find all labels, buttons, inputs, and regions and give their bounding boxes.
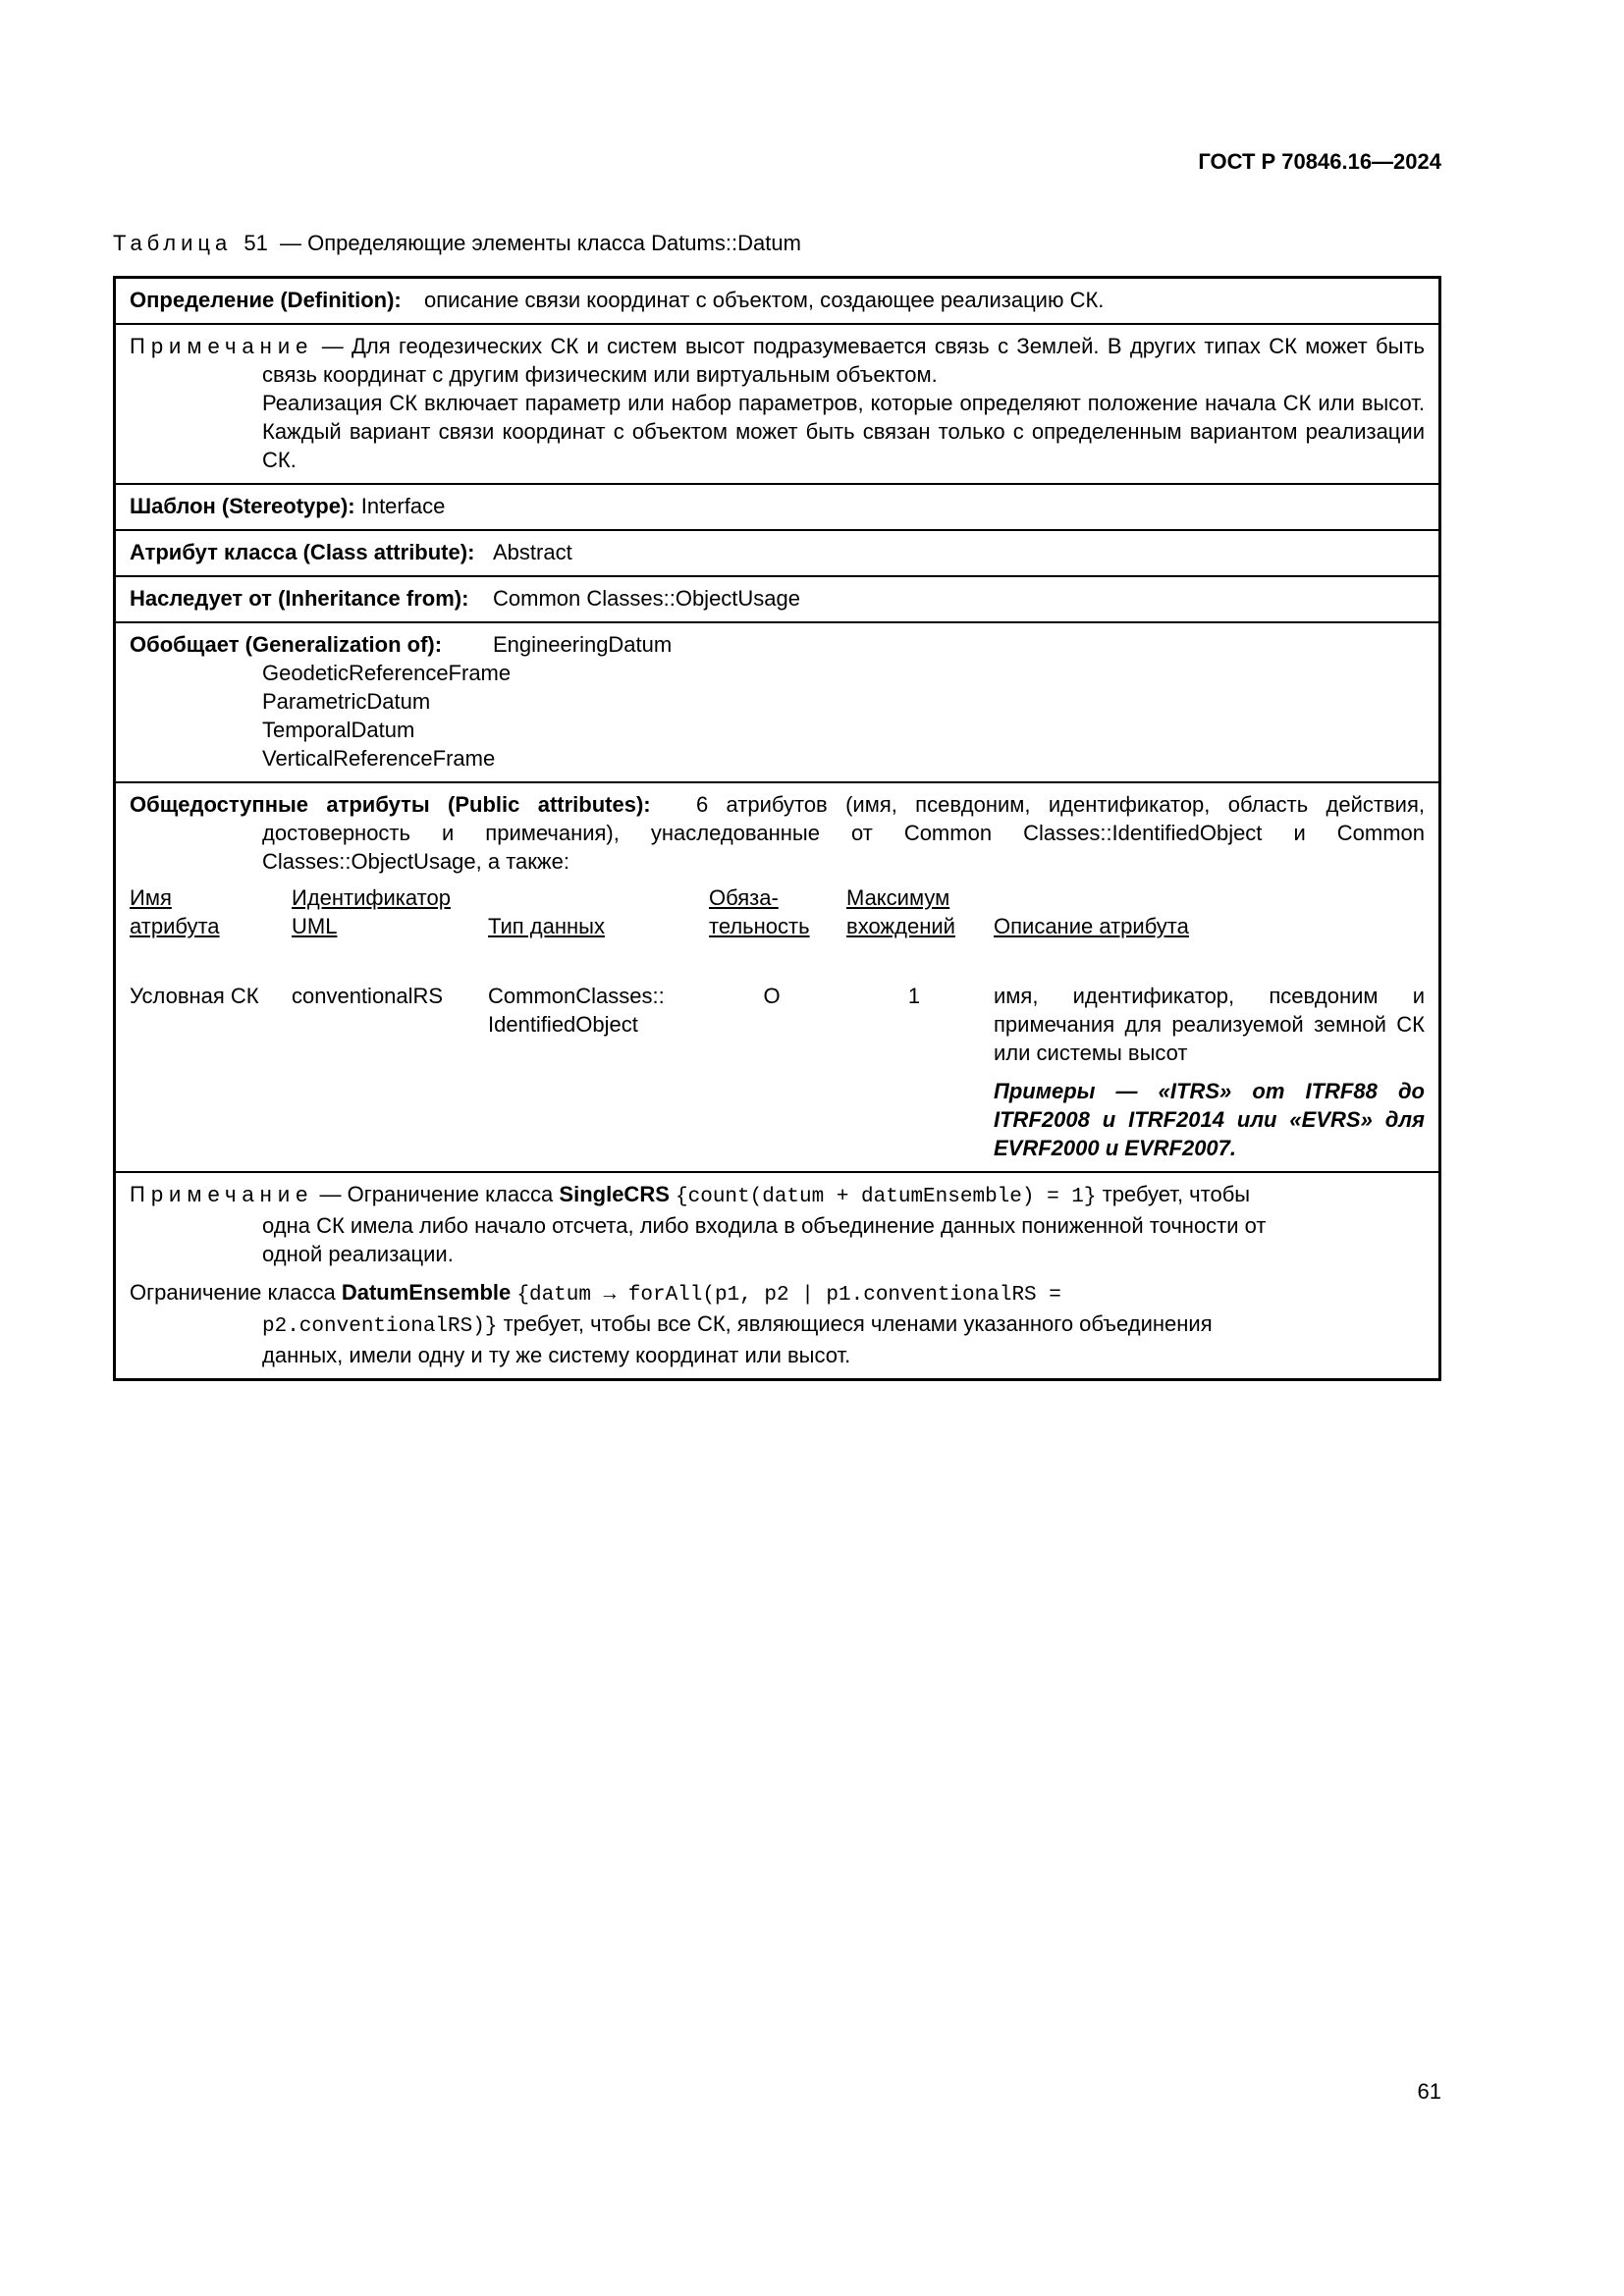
inheritance-label: Наследует от (Inheritance from): — [130, 586, 469, 611]
constraint-note-label: Примечание — [130, 1182, 314, 1206]
inheritance-kv — [130, 584, 1425, 613]
generalization-kv — [130, 630, 1425, 659]
col-header-mandatory: Обяза- тельность — [709, 885, 810, 938]
row-definition — [116, 279, 1438, 325]
col-header-uml-id: Идентификатор UML — [292, 885, 451, 938]
row-inheritance — [116, 577, 1438, 623]
constraint-note-2 — [130, 1278, 1288, 1369]
generalization-first-item: EngineeringDatum — [493, 632, 673, 657]
generalization-item: VerticalReferenceFrame — [262, 746, 496, 771]
stereotype-label: Шаблон (Stereotype): — [130, 494, 355, 518]
generalization-item: ParametricDatum — [262, 689, 431, 714]
constraint-1-text-post: требует, чтобы одна СК имела либо начало отсчета, либо входила в объединение данных пониженной точности от одной реализации. — [262, 1182, 1267, 1266]
row-class-attribute — [116, 531, 1438, 577]
constraint-2-text-pre: Ограничение класса — [130, 1280, 336, 1305]
table-caption-number: 51 — [244, 231, 268, 255]
constraint-1-ocl-code: {count(datum + datumEnsemble) = 1} — [676, 1186, 1097, 1208]
page-number: 61 — [1417, 2079, 1441, 2104]
row-public-attributes — [116, 783, 1438, 1173]
class-attribute-value: Abstract — [493, 540, 572, 564]
attributes-data-row — [130, 982, 1425, 1162]
generalization-item: GeodeticReferenceFrame — [262, 661, 512, 685]
class-attribute-label: Атрибут класса (Class attribute): — [130, 540, 475, 564]
constraint-1-text-pre: — Ограничение класса — [319, 1182, 554, 1206]
constraint-2-class-name: DatumEnsemble — [341, 1280, 512, 1305]
attr-description-text: имя, идентификатор, псевдоним и примечания для реализуемой земной СК или системы высот — [994, 984, 1425, 1065]
attr-name-cell: Условная СК — [130, 984, 259, 1008]
inheritance-value: Common Classes::ObjectUsage — [493, 586, 801, 611]
definition-table — [113, 276, 1441, 1381]
col-header-max-occurs: Максимум вхождений — [846, 885, 955, 938]
row-definition-note — [116, 325, 1438, 485]
col-header-description: Описание атрибута — [994, 914, 1189, 938]
col-header-attr-name: Имя атрибута — [130, 885, 220, 938]
table-caption — [113, 229, 807, 257]
definition-note-text-2: Реализация СК включает параметр или набор параметров, которые определяют положение начала СК или высот. Каждый вариант связи координат с объектом может быть связан только с определенным вариантом реализации СК. — [262, 391, 1425, 472]
attr-data-type-line: CommonClasses:: — [488, 984, 665, 1008]
definition-note-label: Примечание — [130, 334, 314, 358]
table-caption-label: Таблица — [113, 231, 233, 255]
public-attributes-intro-text: 6 атрибутов (имя, псевдоним, идентификатор, область действия, достоверность и примечания), унаследованные от Common Classes::IdentifiedObject и Common Classes::ObjectUsage, а также: — [262, 792, 1425, 874]
stereotype-value: Interface — [360, 494, 446, 518]
attr-uml-id-cell: conventionalRS — [292, 984, 444, 1008]
class-attribute-kv — [130, 538, 1425, 566]
definition-value: описание связи координат с объектом, создающее реализацию СК. — [424, 288, 1105, 312]
definition-kv — [130, 286, 1425, 314]
public-attributes-label: Общедоступные атрибуты (Public attributes): — [130, 792, 651, 817]
attr-data-type-line: IdentifiedObject — [488, 1012, 638, 1037]
public-attributes-intro — [130, 790, 1425, 876]
doc-header: ГОСТ Р 70846.16—2024 — [1198, 149, 1441, 174]
table-caption-title: — Определяющие элементы класса Datums::Datum — [280, 231, 801, 255]
constraint-1-class-name: SingleCRS — [559, 1182, 670, 1206]
constraint-note-1 — [130, 1180, 1288, 1268]
attributes-header-row — [130, 883, 1425, 940]
row-stereotype — [116, 485, 1438, 531]
attr-data-type-cell — [488, 982, 709, 1162]
definition-note-text-1: — Для геодезических СК и систем высот подразумевается связь с Землей. В других типах СК может быть связь координат с другим физическим или виртуальным объектом. — [262, 334, 1425, 387]
attr-description-cell — [994, 982, 1425, 1162]
attr-examples-text: Примеры — «ITRS» от ITRF88 до ITRF2008 и ITRF2014 или «EVRS» для EVRF2000 и EVRF2007. — [994, 1079, 1425, 1160]
generalization-item: TemporalDatum — [262, 718, 415, 742]
row-constraints-note — [116, 1173, 1438, 1378]
constraint-2-text-post: требует, чтобы все СК, являющиеся членами указанного объединения данных, имели одну и ту же систему координат или высот. — [262, 1311, 1213, 1367]
attr-max-occurs-cell: 1 — [907, 984, 921, 1008]
definition-label: Определение (Definition): — [130, 288, 402, 312]
generalization-label: Обобщает (Generalization of): — [130, 632, 443, 657]
attr-mandatory-cell: О — [763, 984, 781, 1008]
col-header-data-type: Тип данных — [488, 914, 605, 938]
constraint-2-ocl-code: {datum → forAll(p1, p2 | p1.conventionalRS = p2.conventionalRS)} — [262, 1284, 1061, 1338]
definition-note-paragraph-1 — [130, 332, 1425, 389]
row-generalization — [116, 623, 1438, 783]
